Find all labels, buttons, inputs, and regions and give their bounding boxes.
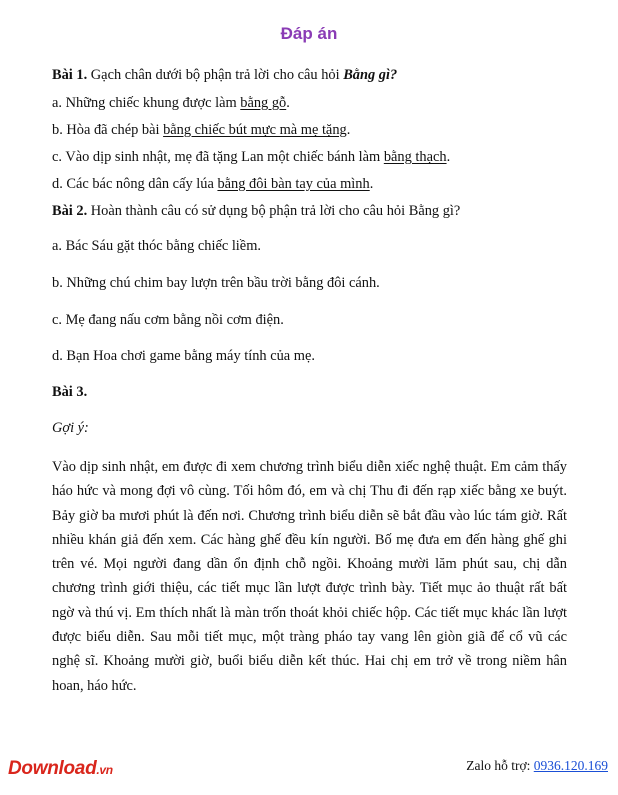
zalo-phone-link[interactable]: 0936.120.169 xyxy=(533,758,608,773)
item-punct: . xyxy=(286,95,290,111)
bai3-heading: Bài 3. xyxy=(52,384,88,400)
bai2-item-c: c. Mẹ đang nấu cơm bằng nồi cơm điện. xyxy=(52,312,284,328)
bai3-paragraph: Vào dịp sinh nhật, em được đi xem chương trình biểu diễn xiếc nghệ thuật. Em cảm thấy háo hức và mong đợi vô cùng. Tối hôm đó, em và chị Thu đi đến rạp xiếc bằng xe buýt. Bảy giờ ba mươi phút là đến nơi. Chương trình biểu diễn sẽ bắt đầu vào lúc tám giờ. Rất nhiều khán giả đến xem. Các hàng ghế đều kín người. Bố mẹ đưa em đến hàng ghế ghi trên vé. Mọi người đang dần ổn định chỗ ngồi. Khoảng mười lăm phút sau, chị dẫn chương trình giới thiệu, các tiết mục lần lượt được trình bày. Tiết mục ảo thuật rất bất ngờ và thú vị. Em thích nhất là màn trốn thoát khỏi chiếc hộp. Các tiết mục khác lần lượt được biểu diễn. Sau mỗi tiết mục, một tràng pháo tay vang lên giòn giã để cổ vũ các nghệ sĩ. Khoảng mười giờ, buổi biểu diễn kết thúc. Hai chị em trở về trong niềm hân hoan, háo hức. xyxy=(52,459,567,694)
item-text: c. Vào dịp sinh nhật, mẹ đã tặng Lan một chiếc bánh làm xyxy=(52,149,384,165)
item-text: d. Các bác nông dân cấy lúa xyxy=(52,176,218,192)
download-logo[interactable] xyxy=(8,758,113,780)
item-text: b. Hòa đã chép bài xyxy=(52,122,164,138)
logo-tld: .vn xyxy=(96,763,113,777)
underlined-answer: bằng thạch xyxy=(383,149,447,165)
bai2-item-b: b. Những chú chim bay lượn trên bầu trời bằng đôi cánh. xyxy=(52,275,380,291)
bai2-prompt: Hoàn thành câu có sử dụng bộ phận trả lời cho câu hỏi Bằng gì? xyxy=(87,203,461,219)
bai1-prompt-em: Bằng gì? xyxy=(343,67,398,83)
underlined-answer: bằng gỗ xyxy=(240,95,287,111)
item-punct: . xyxy=(446,149,451,165)
item-punct: . xyxy=(346,122,351,138)
bai2-item-a: a. Bác Sáu gặt thóc bằng chiếc liềm. xyxy=(52,238,261,254)
bai1-item-b xyxy=(52,122,350,139)
bai2-heading xyxy=(52,203,460,220)
bai1-prompt: Gạch chân dưới bộ phận trả lời cho câu hỏi xyxy=(87,67,344,83)
bai1-item-a xyxy=(52,95,290,112)
zalo-label: Zalo hỗ trợ: xyxy=(466,758,534,773)
item-text: a. Những chiếc khung được làm xyxy=(52,95,241,111)
item-punct: . xyxy=(369,176,374,192)
zalo-support xyxy=(466,758,608,774)
page-title: Đáp án xyxy=(280,24,338,43)
bai3-hint: Gợi ý: xyxy=(52,420,89,436)
underlined-answer: bằng đôi bàn tay của mình xyxy=(217,176,370,192)
bai1-heading xyxy=(52,67,397,84)
bai1-label: Bài 1. xyxy=(52,67,88,83)
bai1-item-d xyxy=(52,176,373,193)
logo-main: Download xyxy=(8,758,97,779)
bai2-label: Bài 2. xyxy=(52,203,88,219)
underlined-answer: bằng chiếc bút mực mà mẹ tặng xyxy=(163,122,347,138)
bai2-item-d: d. Bạn Hoa chơi game bằng máy tính của mẹ. xyxy=(52,348,315,364)
bai1-item-c xyxy=(52,149,450,166)
